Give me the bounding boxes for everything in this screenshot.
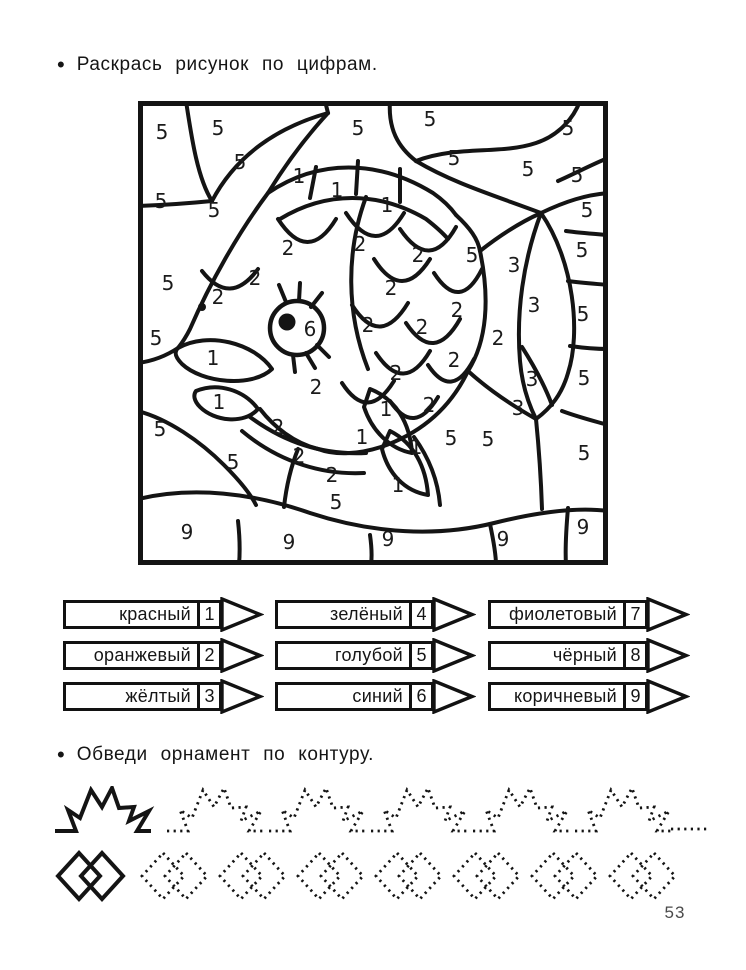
region-number: 2 — [491, 326, 505, 350]
ornament-dotted-trace — [220, 853, 285, 899]
region-number: 5 — [211, 116, 225, 140]
ornament-dotted-trace — [473, 788, 569, 831]
ornament-dotted-trace — [269, 788, 365, 831]
pencil-number: 1 — [197, 600, 222, 629]
region-number: 9 — [496, 527, 510, 551]
region-number: 3 — [507, 253, 521, 277]
region-number: 5 — [161, 271, 175, 295]
pencil-number: 3 — [197, 682, 222, 711]
pencil-tip-icon — [646, 679, 690, 714]
region-number: 5 — [561, 116, 575, 140]
pencil-tip-icon — [432, 679, 476, 714]
ornament-dotted-trace — [575, 788, 671, 831]
region-number: 5 — [580, 198, 594, 222]
legend-pencil-2 — [63, 640, 264, 671]
region-number: 3 — [527, 293, 541, 317]
region-number: 5 — [576, 302, 590, 326]
page-number: 53 — [664, 903, 686, 922]
bullet-icon: • — [57, 52, 65, 77]
pencil-color-label: красный — [63, 600, 200, 629]
pencil-number: 4 — [409, 600, 434, 629]
legend-pencil-9 — [488, 681, 690, 712]
legend-pencil-1 — [63, 599, 264, 630]
region-number: 1 — [212, 390, 226, 414]
region-number: 3 — [511, 396, 525, 420]
ornament-solid — [55, 788, 151, 831]
region-number: 1 — [391, 473, 405, 497]
region-number: 2 — [353, 232, 367, 256]
color-by-number-picture — [138, 101, 608, 565]
region-number: 9 — [381, 527, 395, 551]
region-number: 5 — [575, 238, 589, 262]
pencil-color-label: синий — [275, 682, 412, 711]
region-number: 2 — [415, 315, 429, 339]
pencil-number: 7 — [623, 600, 648, 629]
region-number: 2 — [281, 236, 295, 260]
ornament-dotted-trace — [142, 853, 207, 899]
pencil-color-label: жёлтый — [63, 682, 200, 711]
legend-pencil-6 — [275, 681, 476, 712]
pencil-number: 2 — [197, 641, 222, 670]
pencil-number: 5 — [409, 641, 434, 670]
pencil-tip-icon — [646, 597, 690, 632]
region-number: 2 — [309, 375, 323, 399]
region-number: 5 — [570, 163, 584, 187]
region-number: 5 — [233, 150, 247, 174]
region-number: 1 — [330, 178, 344, 202]
region-number: 1 — [355, 425, 369, 449]
region-number: 1 — [380, 193, 394, 217]
region-number: 1 — [292, 164, 306, 188]
fish-nostril-dot — [198, 303, 206, 311]
region-number: 2 — [292, 444, 306, 468]
ornament-dotted-trace — [167, 788, 263, 831]
region-number: 9 — [576, 515, 590, 539]
region-number: 9 — [282, 530, 296, 554]
instruction-text: Раскрась рисунок по цифрам. — [76, 54, 378, 75]
ornament-row-diamonds — [55, 850, 695, 906]
region-number: 5 — [577, 366, 591, 390]
pencil-color-label: чёрный — [488, 641, 626, 670]
region-number: 1 — [206, 346, 220, 370]
fish-eye-pupil — [279, 314, 296, 331]
region-number: 9 — [180, 520, 194, 544]
pencil-color-label: голубой — [275, 641, 412, 670]
pencil-color-label: коричневый — [488, 682, 626, 711]
bullet-icon: • — [57, 742, 65, 767]
pencil-number: 8 — [623, 641, 648, 670]
pencil-color-label: фиолетовый — [488, 600, 626, 629]
region-number: 5 — [423, 107, 437, 131]
pencil-tip-icon — [220, 597, 264, 632]
region-number: 3 — [525, 367, 539, 391]
region-number: 5 — [481, 427, 495, 451]
region-number: 2 — [325, 463, 339, 487]
region-number: 5 — [444, 426, 458, 450]
region-number: 5 — [155, 120, 169, 144]
region-number: 5 — [149, 326, 163, 350]
ornament-row-crowns — [52, 786, 717, 836]
region-number: 5 — [226, 450, 240, 474]
region-number: 2 — [361, 313, 375, 337]
region-number: 1 — [409, 435, 423, 459]
region-number: 2 — [411, 243, 425, 267]
ornament-dotted-trace — [376, 853, 441, 899]
pencil-number: 6 — [409, 682, 434, 711]
pencil-tip-icon — [220, 638, 264, 673]
region-number: 2 — [248, 266, 262, 290]
ornament-dotted-trace — [532, 853, 597, 899]
region-number: 2 — [422, 393, 436, 417]
legend-pencil-4 — [275, 599, 476, 630]
legend-pencil-3 — [63, 681, 264, 712]
region-number: 5 — [351, 116, 365, 140]
legend-pencil-7 — [488, 599, 690, 630]
pencil-tip-icon — [432, 597, 476, 632]
pencil-color-label: зелёный — [275, 600, 412, 629]
region-numbers — [150, 107, 594, 554]
ornament-dotted-trace — [610, 853, 675, 899]
ornament-dotted-trace — [454, 853, 519, 899]
region-number: 6 — [303, 317, 317, 341]
legend-pencil-8 — [488, 640, 690, 671]
pencil-number: 9 — [623, 682, 648, 711]
region-number: 2 — [211, 285, 225, 309]
instruction-text: Обведи орнамент по контуру. — [76, 744, 375, 765]
region-number: 5 — [465, 243, 479, 267]
region-number: 5 — [447, 146, 461, 170]
region-number: 5 — [153, 417, 167, 441]
region-number: 5 — [207, 198, 221, 222]
instruction-trace-ornament — [57, 742, 374, 768]
region-number: 5 — [577, 441, 591, 465]
instruction-color-by-numbers — [57, 52, 378, 78]
pencil-color-label: оранжевый — [63, 641, 200, 670]
pencil-tip-icon — [432, 638, 476, 673]
ornament-solid — [58, 853, 123, 899]
region-number: 2 — [389, 361, 403, 385]
region-number: 5 — [329, 490, 343, 514]
region-number: 2 — [447, 348, 461, 372]
region-number: 2 — [384, 276, 398, 300]
region-number: 2 — [450, 298, 464, 322]
legend-pencil-5 — [275, 640, 476, 671]
pencil-tip-icon — [220, 679, 264, 714]
region-number: 1 — [379, 397, 393, 421]
region-number: 2 — [271, 415, 285, 439]
region-number: 5 — [521, 157, 535, 181]
ornament-dotted-trace — [298, 853, 363, 899]
region-number: 5 — [154, 189, 168, 213]
ornament-dotted-trace — [371, 788, 467, 831]
pencil-tip-icon — [646, 638, 690, 673]
